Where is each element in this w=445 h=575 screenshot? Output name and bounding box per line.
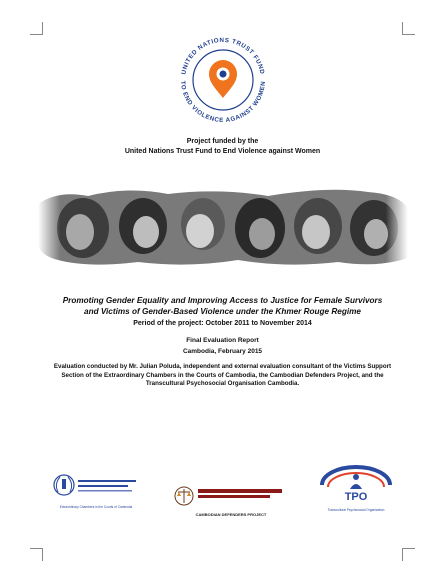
report-place-date: Cambodia, February 2015 bbox=[182, 348, 263, 355]
cambodian-defenders-project-logo bbox=[174, 484, 288, 518]
report-title-line-2: and Victims of Gender-Based Violence under the Khmer Rouge Regime bbox=[84, 307, 361, 316]
crop-mark-top-left bbox=[30, 22, 43, 35]
logo-ring-text-bottom: TO END VIOLENCE AGAINST WOMEN bbox=[178, 80, 268, 125]
un-trust-fund-logo bbox=[171, 28, 275, 132]
people-figure-icon bbox=[350, 474, 362, 489]
crop-mark-bottom-right bbox=[402, 548, 415, 561]
cdp-caption: CAMBODIAN DEFENDERS PROJECT bbox=[195, 512, 267, 517]
crop-mark-bottom-left bbox=[30, 548, 43, 561]
funded-by-line: Project funded by the bbox=[186, 138, 259, 145]
survivors-photo-collage bbox=[38, 186, 408, 268]
eccc-caption: Extraordinary Chambers in the Courts of Cambodia bbox=[59, 505, 133, 509]
scales-of-justice-icon bbox=[175, 487, 193, 505]
eccc-logo bbox=[48, 470, 144, 516]
report-type: Final Evaluation Report bbox=[186, 337, 259, 344]
evaluation-credit: Evaluation conducted by Mr. Julian Poluda, independent and external evaluation consultant of the Victims Support Section of the Extraordinary Chambers in the Courts of Cambodia, the Cambodian Defenders Project, and the Transcultural Psychosocial Organisation Cambodia. bbox=[53, 363, 392, 387]
tpo-letters: TPO bbox=[344, 491, 368, 503]
crop-mark-top-right bbox=[402, 22, 415, 35]
laurel-emblem-icon bbox=[54, 475, 74, 495]
report-title-line-1: Promoting Gender Equality and Improving Access to Justice for Female Survivors bbox=[62, 296, 383, 305]
project-period: Period of the project: October 2011 to November 2014 bbox=[133, 320, 312, 327]
tpo-caption: Transcultural Psychosocial Organization bbox=[327, 508, 385, 512]
location-pin-icon bbox=[209, 60, 237, 98]
funder-name: United Nations Trust Fund to End Violence against Women bbox=[124, 148, 321, 155]
report-title bbox=[40, 295, 405, 317]
tpo-logo bbox=[314, 463, 398, 525]
logo-ring-text-top: UNITED NATIONS TRUST FUND bbox=[180, 36, 266, 76]
